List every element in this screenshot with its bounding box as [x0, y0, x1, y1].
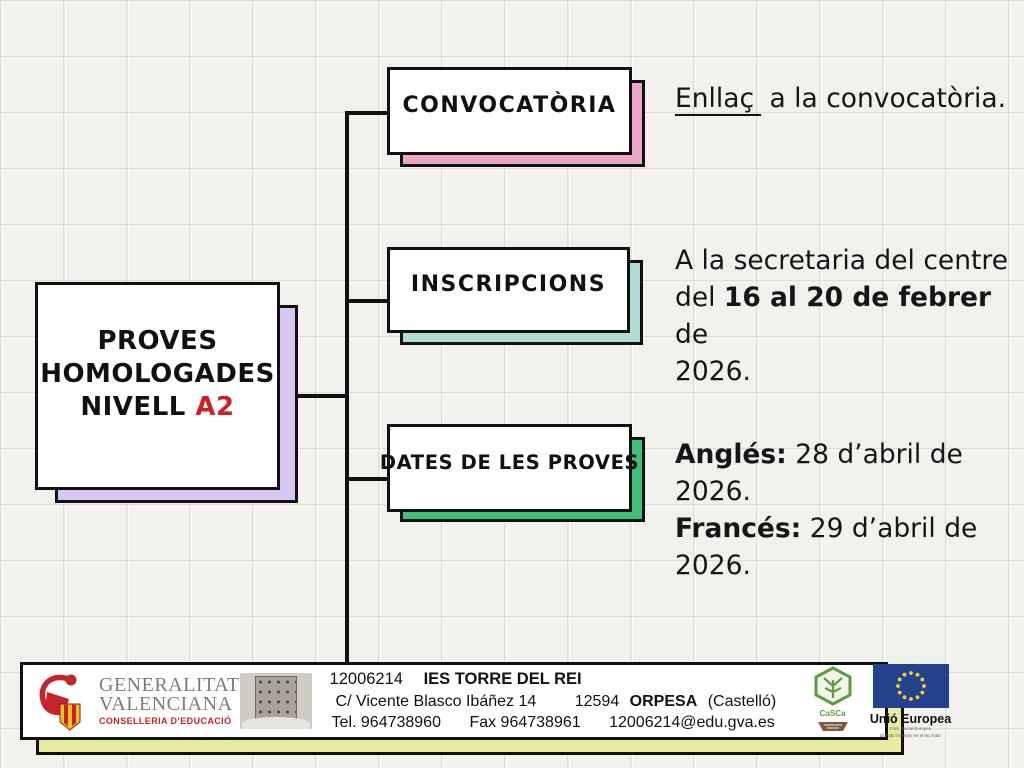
note-convocatoria-text: a la convocatòria. [761, 83, 1006, 114]
level-badge: A2 [195, 391, 235, 422]
node-inscripcions [387, 247, 630, 333]
eu-flag-icon [873, 664, 949, 708]
node-convocatoria-label: CONVOCATÒRIA [402, 92, 617, 118]
note-dates-frances-bold: Francés: [675, 513, 802, 544]
enllac-link[interactable]: Enllaç [675, 83, 761, 116]
main-title-line3: NIVELL [80, 391, 196, 422]
note-dates-frances-text: 29 d’abril de [801, 513, 978, 544]
casca-emblem-icon [816, 720, 850, 733]
photo-ground [242, 717, 310, 729]
connector-dates [345, 477, 389, 481]
note-dates-frances-year: 2026. [675, 550, 751, 581]
generalitat-block [35, 670, 240, 732]
note-inscripcions-dates-bold: 16 al 20 de febrer [723, 282, 992, 313]
eu-title: Unió Europea [869, 711, 952, 726]
footer-address-block [330, 670, 806, 732]
generalitat-text [99, 676, 240, 726]
tower-image [255, 676, 297, 722]
conselleria-label: CONSELLERIA D’EDUCACIÓ [99, 716, 232, 726]
note-convocatoria [675, 80, 1023, 117]
generalitat-logo-icon [35, 670, 93, 732]
fax-number: Fax 964738961 [469, 714, 581, 731]
note-inscripcions-line1: A la secretaria del centre [675, 245, 1009, 276]
note-dates-angles-bold: Anglés: [675, 439, 787, 470]
connector-convocatoria [345, 111, 389, 115]
postal-code: 12594 [574, 693, 620, 710]
footer-bar [20, 662, 952, 740]
eu-block [868, 664, 954, 739]
generalitat-name-line2: VALENCIANA [99, 693, 233, 715]
casca-label: CaSCa [819, 709, 846, 718]
email-address: 12006214@edu.gva.es [609, 714, 775, 731]
school-code: 12006214 [329, 670, 403, 688]
note-dates-angles-year: 2026. [675, 476, 751, 507]
note-dates-angles-text: 28 d’abril de [786, 439, 963, 470]
connector-main-box [296, 394, 348, 398]
node-inscripcions-label: INSCRIPCIONS [410, 271, 607, 297]
node-convocatoria [387, 67, 632, 155]
main-title-line1: PROVES [97, 325, 218, 356]
main-box-title [40, 325, 275, 424]
eu-smallprint-2: El FSE inverteix en el teu futur [880, 732, 941, 738]
phone-number: Tel. 964738960 [331, 714, 441, 731]
street-address: C/ Vicente Blasco Ibáñez 14 [335, 693, 537, 710]
generalitat-name-line1: GENERALITAT [99, 674, 240, 696]
main-title-line2: HOMOLOGADES [40, 358, 275, 389]
node-dates-label: DATES DE LES PROVES [379, 450, 640, 474]
note-inscripcions [675, 242, 1023, 390]
eu-smallprint-1: Fons Social Europeu [889, 726, 932, 732]
connector-trunk [345, 111, 349, 662]
school-photo [240, 673, 312, 729]
note-inscripcions-line2c: de [675, 319, 709, 350]
casca-logo-icon [811, 666, 855, 706]
school-name: IES TORRE DEL REI [423, 670, 582, 688]
province-name: (Castelló) [707, 693, 777, 710]
node-dates [379, 424, 640, 512]
note-inscripcions-line2a: del [675, 282, 724, 313]
main-box [35, 282, 280, 490]
casca-block [806, 666, 860, 736]
note-dates [675, 436, 1023, 584]
city-name: ORPESA [629, 693, 698, 710]
connector-inscripcions [345, 299, 389, 303]
note-inscripcions-line3: 2026. [675, 356, 751, 387]
